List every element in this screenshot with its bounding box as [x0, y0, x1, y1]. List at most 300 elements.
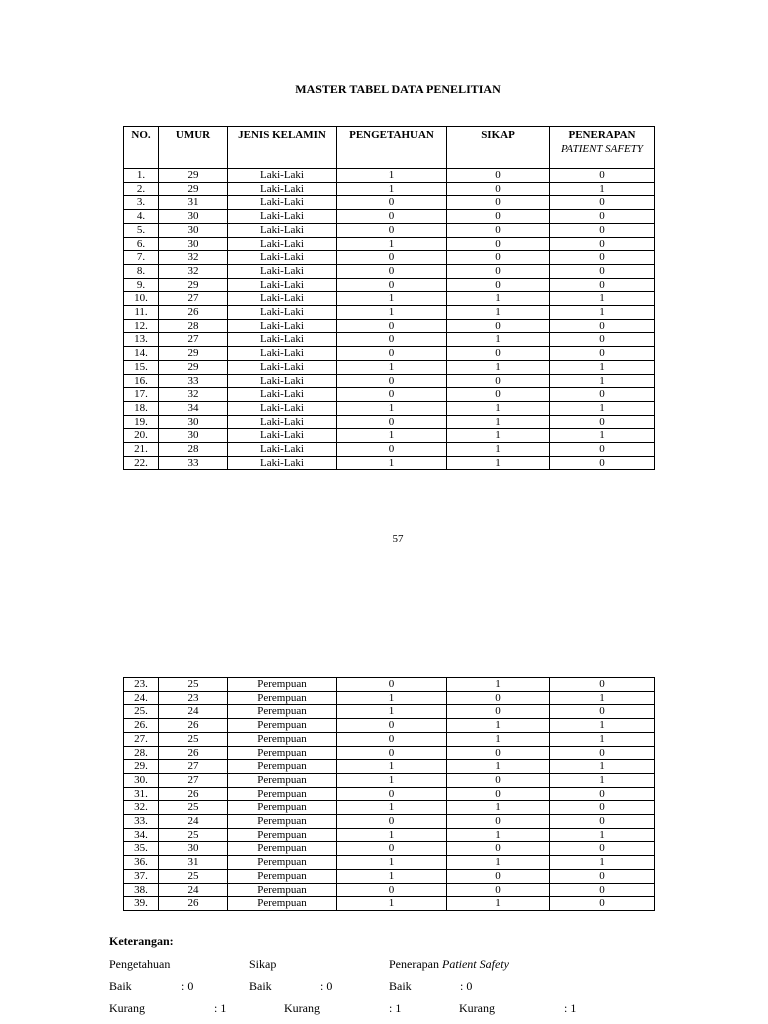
cell-pengetahuan: 1 — [337, 429, 447, 443]
cell-no: 10. — [124, 292, 159, 306]
table-body-page-1 — [124, 169, 655, 470]
cell-jenis-kelamin: Perempuan — [228, 897, 337, 911]
table-row — [124, 815, 655, 829]
header-jenis-kelamin: JENIS KELAMIN — [228, 127, 337, 169]
cell-no: 7. — [124, 251, 159, 265]
cell-umur: 33 — [159, 456, 228, 470]
header-pengetahuan: PENGETAHUAN — [337, 127, 447, 169]
cell-no: 1. — [124, 169, 159, 183]
cell-penerapan: 0 — [550, 883, 655, 897]
table-row — [124, 374, 655, 388]
cell-umur: 24 — [159, 705, 228, 719]
header-penerapan-sub: PATIENT SAFETY — [560, 143, 643, 155]
table-row — [124, 415, 655, 429]
cell-umur: 28 — [159, 319, 228, 333]
cell-penerapan: 0 — [550, 678, 655, 692]
table-row — [124, 360, 655, 374]
table-row — [124, 169, 655, 183]
legend-penerapan-prefix: Penerapan — [389, 957, 439, 971]
table-row — [124, 264, 655, 278]
cell-umur: 32 — [159, 251, 228, 265]
cell-sikap: 1 — [447, 292, 550, 306]
cell-jenis-kelamin: Laki-Laki — [228, 196, 337, 210]
table-row — [124, 196, 655, 210]
cell-sikap: 0 — [447, 278, 550, 292]
cell-pengetahuan: 1 — [337, 169, 447, 183]
cell-no: 35. — [124, 842, 159, 856]
legend-kurang-pengetahuan: Kurang — [109, 1001, 145, 1015]
cell-pengetahuan: 0 — [337, 319, 447, 333]
cell-pengetahuan: 0 — [337, 333, 447, 347]
cell-sikap: 0 — [447, 705, 550, 719]
cell-jenis-kelamin: Laki-Laki — [228, 319, 337, 333]
cell-pengetahuan: 1 — [337, 760, 447, 774]
cell-umur: 23 — [159, 691, 228, 705]
table-row — [124, 801, 655, 815]
cell-penerapan: 0 — [550, 196, 655, 210]
cell-jenis-kelamin: Laki-Laki — [228, 169, 337, 183]
cell-penerapan: 0 — [550, 801, 655, 815]
cell-umur: 24 — [159, 883, 228, 897]
cell-jenis-kelamin: Laki-Laki — [228, 401, 337, 415]
cell-pengetahuan: 1 — [337, 292, 447, 306]
cell-penerapan: 0 — [550, 897, 655, 911]
table-row — [124, 251, 655, 265]
cell-pengetahuan: 0 — [337, 815, 447, 829]
cell-sikap: 0 — [447, 883, 550, 897]
cell-jenis-kelamin: Laki-Laki — [228, 333, 337, 347]
cell-pengetahuan: 1 — [337, 801, 447, 815]
cell-no: 24. — [124, 691, 159, 705]
cell-pengetahuan: 1 — [337, 182, 447, 196]
cell-jenis-kelamin: Perempuan — [228, 828, 337, 842]
cell-penerapan: 1 — [550, 773, 655, 787]
cell-penerapan: 1 — [550, 691, 655, 705]
cell-umur: 28 — [159, 443, 228, 457]
table-row — [124, 347, 655, 361]
legend-kurang-penerapan: Kurang — [459, 1001, 495, 1015]
table-row — [124, 429, 655, 443]
cell-umur: 29 — [159, 360, 228, 374]
cell-no: 27. — [124, 732, 159, 746]
cell-umur: 27 — [159, 292, 228, 306]
cell-sikap: 1 — [447, 306, 550, 320]
cell-pengetahuan: 0 — [337, 842, 447, 856]
cell-umur: 34 — [159, 401, 228, 415]
table-row — [124, 787, 655, 801]
cell-sikap: 0 — [447, 264, 550, 278]
cell-jenis-kelamin: Perempuan — [228, 773, 337, 787]
table-row — [124, 746, 655, 760]
table-row — [124, 333, 655, 347]
cell-umur: 33 — [159, 374, 228, 388]
cell-pengetahuan: 0 — [337, 196, 447, 210]
cell-no: 38. — [124, 883, 159, 897]
cell-jenis-kelamin: Laki-Laki — [228, 237, 337, 251]
cell-penerapan: 0 — [550, 347, 655, 361]
cell-penerapan: 0 — [550, 443, 655, 457]
cell-sikap: 0 — [447, 210, 550, 224]
cell-sikap: 1 — [447, 897, 550, 911]
cell-no: 14. — [124, 347, 159, 361]
cell-jenis-kelamin: Laki-Laki — [228, 264, 337, 278]
cell-sikap: 0 — [447, 869, 550, 883]
cell-no: 23. — [124, 678, 159, 692]
cell-umur: 25 — [159, 869, 228, 883]
cell-no: 30. — [124, 773, 159, 787]
cell-sikap: 0 — [447, 169, 550, 183]
cell-sikap: 1 — [447, 678, 550, 692]
cell-jenis-kelamin: Perempuan — [228, 815, 337, 829]
cell-no: 32. — [124, 801, 159, 815]
table-row — [124, 897, 655, 911]
legend-kurang-sikap: Kurang — [284, 1001, 320, 1015]
cell-sikap: 1 — [447, 360, 550, 374]
cell-pengetahuan: 1 — [337, 401, 447, 415]
cell-pengetahuan: 0 — [337, 374, 447, 388]
cell-sikap: 0 — [447, 319, 550, 333]
cell-no: 6. — [124, 237, 159, 251]
cell-no: 2. — [124, 182, 159, 196]
cell-sikap: 1 — [447, 732, 550, 746]
table-row — [124, 456, 655, 470]
cell-no: 19. — [124, 415, 159, 429]
table-row — [124, 705, 655, 719]
cell-umur: 26 — [159, 306, 228, 320]
cell-umur: 25 — [159, 732, 228, 746]
cell-no: 11. — [124, 306, 159, 320]
cell-pengetahuan: 0 — [337, 732, 447, 746]
cell-sikap: 0 — [447, 251, 550, 265]
cell-jenis-kelamin: Laki-Laki — [228, 388, 337, 402]
cell-no: 17. — [124, 388, 159, 402]
table-row — [124, 732, 655, 746]
cell-jenis-kelamin: Perempuan — [228, 732, 337, 746]
cell-jenis-kelamin: Laki-Laki — [228, 182, 337, 196]
cell-no: 21. — [124, 443, 159, 457]
cell-sikap: 1 — [447, 828, 550, 842]
cell-penerapan: 0 — [550, 223, 655, 237]
cell-umur: 27 — [159, 760, 228, 774]
cell-penerapan: 1 — [550, 360, 655, 374]
cell-jenis-kelamin: Laki-Laki — [228, 456, 337, 470]
cell-jenis-kelamin: Laki-Laki — [228, 306, 337, 320]
cell-jenis-kelamin: Perempuan — [228, 691, 337, 705]
cell-umur: 27 — [159, 773, 228, 787]
cell-umur: 25 — [159, 828, 228, 842]
legend-baik-pengetahuan-value: : 0 — [181, 979, 194, 993]
cell-penerapan: 1 — [550, 306, 655, 320]
cell-pengetahuan: 0 — [337, 719, 447, 733]
table-row — [124, 883, 655, 897]
cell-jenis-kelamin: Perempuan — [228, 760, 337, 774]
cell-umur: 26 — [159, 897, 228, 911]
legend-baik-sikap-value: : 0 — [320, 979, 333, 993]
legend-pengetahuan-label: Pengetahuan — [109, 957, 171, 971]
table-row — [124, 319, 655, 333]
cell-no: 22. — [124, 456, 159, 470]
cell-sikap: 0 — [447, 388, 550, 402]
cell-sikap: 0 — [447, 374, 550, 388]
header-penerapan — [550, 127, 655, 169]
cell-pengetahuan: 1 — [337, 456, 447, 470]
cell-jenis-kelamin: Perempuan — [228, 678, 337, 692]
cell-penerapan: 0 — [550, 746, 655, 760]
header-umur: UMUR — [159, 127, 228, 169]
cell-jenis-kelamin: Perempuan — [228, 719, 337, 733]
cell-umur: 24 — [159, 815, 228, 829]
cell-pengetahuan: 1 — [337, 869, 447, 883]
cell-pengetahuan: 0 — [337, 210, 447, 224]
cell-penerapan: 0 — [550, 415, 655, 429]
cell-jenis-kelamin: Laki-Laki — [228, 251, 337, 265]
cell-pengetahuan: 1 — [337, 691, 447, 705]
cell-no: 3. — [124, 196, 159, 210]
cell-sikap: 1 — [447, 760, 550, 774]
cell-penerapan: 1 — [550, 401, 655, 415]
cell-jenis-kelamin: Perempuan — [228, 856, 337, 870]
cell-no: 16. — [124, 374, 159, 388]
cell-sikap: 0 — [447, 842, 550, 856]
cell-no: 33. — [124, 815, 159, 829]
cell-no: 15. — [124, 360, 159, 374]
cell-pengetahuan: 0 — [337, 443, 447, 457]
legend-sikap-label: Sikap — [249, 957, 277, 971]
cell-no: 20. — [124, 429, 159, 443]
cell-penerapan: 1 — [550, 856, 655, 870]
cell-umur: 30 — [159, 223, 228, 237]
legend-baik-penerapan: Baik — [389, 979, 412, 993]
cell-jenis-kelamin: Perempuan — [228, 842, 337, 856]
cell-penerapan: 1 — [550, 374, 655, 388]
cell-sikap: 0 — [447, 223, 550, 237]
cell-pengetahuan: 0 — [337, 388, 447, 402]
cell-pengetahuan: 0 — [337, 223, 447, 237]
cell-sikap: 1 — [447, 415, 550, 429]
cell-jenis-kelamin: Laki-Laki — [228, 443, 337, 457]
cell-pengetahuan: 0 — [337, 678, 447, 692]
cell-sikap: 0 — [447, 182, 550, 196]
cell-pengetahuan: 1 — [337, 237, 447, 251]
table-row — [124, 760, 655, 774]
cell-jenis-kelamin: Laki-Laki — [228, 347, 337, 361]
cell-pengetahuan: 0 — [337, 746, 447, 760]
cell-no: 29. — [124, 760, 159, 774]
legend-heading: Keterangan: — [109, 934, 174, 948]
cell-pengetahuan: 1 — [337, 360, 447, 374]
cell-penerapan: 0 — [550, 388, 655, 402]
cell-sikap: 0 — [447, 773, 550, 787]
cell-penerapan: 1 — [550, 828, 655, 842]
cell-pengetahuan: 1 — [337, 897, 447, 911]
cell-jenis-kelamin: Laki-Laki — [228, 292, 337, 306]
cell-sikap: 1 — [447, 429, 550, 443]
cell-penerapan: 0 — [550, 705, 655, 719]
cell-umur: 26 — [159, 719, 228, 733]
header-sikap: SIKAP — [447, 127, 550, 169]
cell-umur: 30 — [159, 415, 228, 429]
cell-penerapan: 0 — [550, 787, 655, 801]
cell-jenis-kelamin: Perempuan — [228, 883, 337, 897]
cell-penerapan: 1 — [550, 719, 655, 733]
cell-sikap: 0 — [447, 196, 550, 210]
cell-sikap: 0 — [447, 237, 550, 251]
cell-pengetahuan: 0 — [337, 251, 447, 265]
cell-penerapan: 0 — [550, 264, 655, 278]
table-row — [124, 719, 655, 733]
cell-sikap: 0 — [447, 746, 550, 760]
cell-no: 4. — [124, 210, 159, 224]
cell-no: 34. — [124, 828, 159, 842]
cell-umur: 30 — [159, 429, 228, 443]
cell-pengetahuan: 0 — [337, 787, 447, 801]
cell-jenis-kelamin: Laki-Laki — [228, 223, 337, 237]
legend-penerapan-label — [389, 957, 509, 972]
cell-pengetahuan: 0 — [337, 278, 447, 292]
cell-pengetahuan: 1 — [337, 856, 447, 870]
cell-sikap: 0 — [447, 787, 550, 801]
cell-umur: 25 — [159, 801, 228, 815]
table-body-page-2 — [124, 678, 655, 911]
cell-sikap: 1 — [447, 719, 550, 733]
cell-no: 31. — [124, 787, 159, 801]
cell-pengetahuan: 1 — [337, 828, 447, 842]
cell-jenis-kelamin: Laki-Laki — [228, 415, 337, 429]
legend-kurang-penerapan-value: : 1 — [564, 1001, 577, 1015]
cell-no: 37. — [124, 869, 159, 883]
cell-umur: 29 — [159, 347, 228, 361]
cell-pengetahuan: 1 — [337, 306, 447, 320]
document-title: MASTER TABEL DATA PENELITIAN — [295, 82, 501, 96]
cell-umur: 29 — [159, 169, 228, 183]
cell-umur: 32 — [159, 388, 228, 402]
cell-no: 28. — [124, 746, 159, 760]
table-row — [124, 388, 655, 402]
cell-penerapan: 0 — [550, 278, 655, 292]
header-penerapan-label: PENERAPAN — [568, 129, 636, 141]
cell-penerapan: 0 — [550, 869, 655, 883]
table-row — [124, 828, 655, 842]
cell-sikap: 0 — [447, 347, 550, 361]
cell-pengetahuan: 0 — [337, 264, 447, 278]
cell-penerapan: 1 — [550, 732, 655, 746]
cell-penerapan: 0 — [550, 842, 655, 856]
table-row — [124, 869, 655, 883]
table-row — [124, 773, 655, 787]
cell-jenis-kelamin: Perempuan — [228, 746, 337, 760]
header-no: NO. — [124, 127, 159, 169]
cell-no: 5. — [124, 223, 159, 237]
page-number: 57 — [392, 533, 404, 545]
cell-sikap: 1 — [447, 856, 550, 870]
legend-kurang-pengetahuan-value: : 1 — [214, 1001, 227, 1015]
cell-umur: 32 — [159, 264, 228, 278]
cell-umur: 29 — [159, 182, 228, 196]
cell-jenis-kelamin: Perempuan — [228, 801, 337, 815]
cell-jenis-kelamin: Laki-Laki — [228, 374, 337, 388]
cell-jenis-kelamin: Perempuan — [228, 869, 337, 883]
cell-penerapan: 1 — [550, 292, 655, 306]
master-data-table-page-2 — [123, 677, 655, 911]
table-row — [124, 182, 655, 196]
table-row — [124, 278, 655, 292]
cell-penerapan: 1 — [550, 429, 655, 443]
cell-umur: 27 — [159, 333, 228, 347]
cell-penerapan: 0 — [550, 210, 655, 224]
cell-umur: 31 — [159, 196, 228, 210]
cell-sikap: 1 — [447, 401, 550, 415]
cell-penerapan: 0 — [550, 815, 655, 829]
cell-penerapan: 0 — [550, 333, 655, 347]
cell-umur: 30 — [159, 210, 228, 224]
cell-penerapan: 0 — [550, 169, 655, 183]
cell-pengetahuan: 0 — [337, 415, 447, 429]
cell-sikap: 1 — [447, 456, 550, 470]
cell-umur: 26 — [159, 746, 228, 760]
cell-no: 36. — [124, 856, 159, 870]
cell-umur: 30 — [159, 237, 228, 251]
cell-no: 18. — [124, 401, 159, 415]
cell-sikap: 0 — [447, 815, 550, 829]
table-header-row — [124, 127, 655, 169]
cell-umur: 26 — [159, 787, 228, 801]
cell-sikap: 1 — [447, 801, 550, 815]
cell-no: 25. — [124, 705, 159, 719]
cell-no: 39. — [124, 897, 159, 911]
cell-jenis-kelamin: Perempuan — [228, 787, 337, 801]
table-row — [124, 842, 655, 856]
cell-sikap: 0 — [447, 691, 550, 705]
cell-penerapan: 1 — [550, 182, 655, 196]
cell-pengetahuan: 0 — [337, 347, 447, 361]
table-row — [124, 237, 655, 251]
table-row — [124, 210, 655, 224]
cell-no: 26. — [124, 719, 159, 733]
cell-sikap: 1 — [447, 443, 550, 457]
legend-kurang-sikap-value: : 1 — [389, 1001, 402, 1015]
cell-jenis-kelamin: Laki-Laki — [228, 429, 337, 443]
cell-umur: 31 — [159, 856, 228, 870]
table-row — [124, 401, 655, 415]
cell-pengetahuan: 1 — [337, 705, 447, 719]
legend-baik-penerapan-value: : 0 — [460, 979, 473, 993]
cell-pengetahuan: 0 — [337, 883, 447, 897]
cell-pengetahuan: 1 — [337, 773, 447, 787]
legend-baik-pengetahuan: Baik — [109, 979, 132, 993]
cell-no: 9. — [124, 278, 159, 292]
table-row — [124, 306, 655, 320]
table-row — [124, 443, 655, 457]
legend-baik-sikap: Baik — [249, 979, 272, 993]
cell-jenis-kelamin: Laki-Laki — [228, 210, 337, 224]
cell-jenis-kelamin: Laki-Laki — [228, 278, 337, 292]
cell-penerapan: 1 — [550, 760, 655, 774]
cell-jenis-kelamin: Laki-Laki — [228, 360, 337, 374]
cell-umur: 30 — [159, 842, 228, 856]
cell-umur: 25 — [159, 678, 228, 692]
cell-penerapan: 0 — [550, 319, 655, 333]
master-data-table-page-1 — [123, 126, 655, 470]
cell-jenis-kelamin: Perempuan — [228, 705, 337, 719]
cell-no: 12. — [124, 319, 159, 333]
legend-penerapan-italic: Patient Safety — [441, 957, 509, 971]
cell-umur: 29 — [159, 278, 228, 292]
cell-penerapan: 0 — [550, 456, 655, 470]
table-row — [124, 856, 655, 870]
cell-sikap: 1 — [447, 333, 550, 347]
cell-penerapan: 0 — [550, 251, 655, 265]
cell-no: 8. — [124, 264, 159, 278]
